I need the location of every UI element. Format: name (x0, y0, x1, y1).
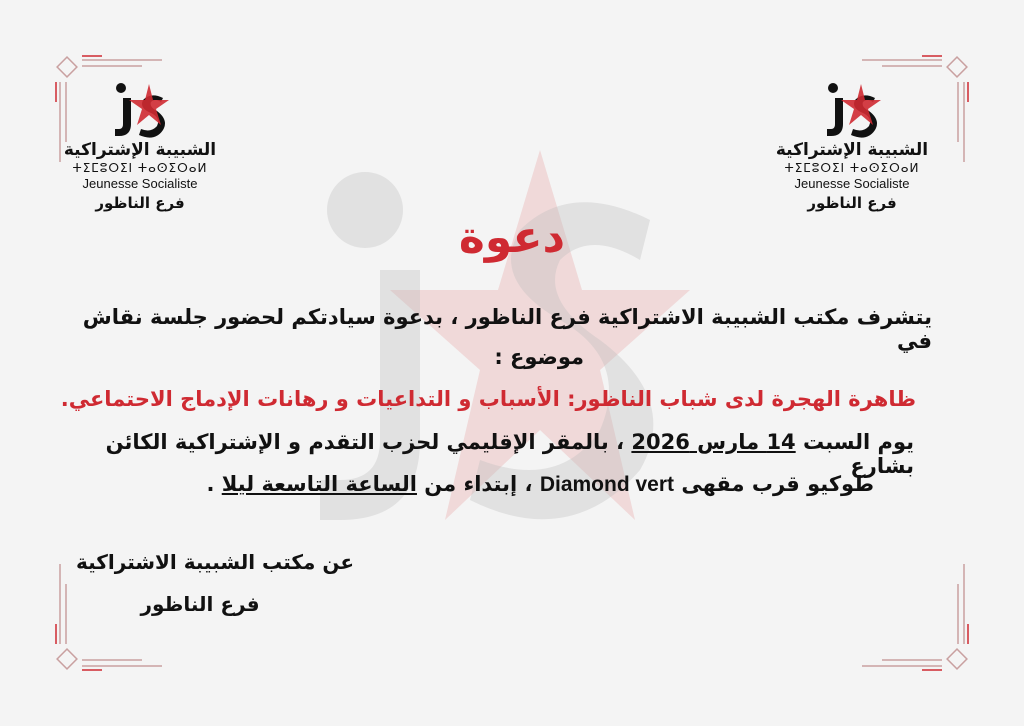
event-time: الساعة التاسعة ليلا (221, 472, 417, 496)
paragraph-line-1: يتشرف مكتب الشبيبة الاشتراكية فرع الناظور ، بدعوة سيادتكم لحضور جلسة نقاش في (82, 305, 932, 353)
logo-branch: فرع الناظور (807, 194, 897, 212)
paragraph-line-2: موضوع : (494, 345, 584, 369)
venue-line (14, 472, 874, 497)
invitation-title: دعوة (458, 212, 566, 263)
date-prefix: يوم السبت (795, 430, 914, 454)
date-suffix: ، بالمقر الإقليمي لحزب التقدم و الإشتراكية الكائن بشارع (105, 430, 914, 478)
logo-branch: فرع الناظور (95, 194, 185, 212)
time-suffix: . (206, 472, 222, 496)
time-prefix: ، إبتداء من (416, 472, 540, 496)
logo-latin-name: Jeunesse Socialiste (82, 176, 198, 191)
venue-name: Diamond vert (539, 473, 675, 496)
logo-arabic-name: الشبيبة الإشتراكية (63, 140, 217, 160)
js-logo-icon (105, 80, 175, 140)
venue-prefix: طوكيو قرب مقهى (674, 472, 874, 496)
signature-line-1: عن مكتب الشبيبة الاشتراكية (75, 550, 355, 574)
logo-tifinagh-name: ⵜⵉⵎⵓⵔⵉⵏ ⵜⴰⵙⵉⵔⴰⵍ (784, 161, 920, 175)
logo-tifinagh-name: ⵜⵉⵎⵓⵔⵉⵏ ⵜⴰⵙⵉⵔⴰⵍ (72, 161, 208, 175)
logo-right (762, 80, 942, 250)
corner-ornament-bottom-right (852, 554, 972, 674)
logo-latin-name: Jeunesse Socialiste (794, 176, 910, 191)
date-line (54, 430, 914, 478)
topic-line: ظاهرة الهجرة لدى شباب الناظور: الأسباب و التداعيات و رهانات الإدماج الاحتماعي. (60, 387, 916, 411)
event-date: 14 مارس 2026 (631, 430, 796, 454)
logo-left (50, 80, 230, 250)
logo-arabic-name: الشبيبة الإشتراكية (775, 140, 929, 160)
signature-line-2: فرع الناظور (140, 592, 260, 616)
js-logo-icon (817, 80, 887, 140)
